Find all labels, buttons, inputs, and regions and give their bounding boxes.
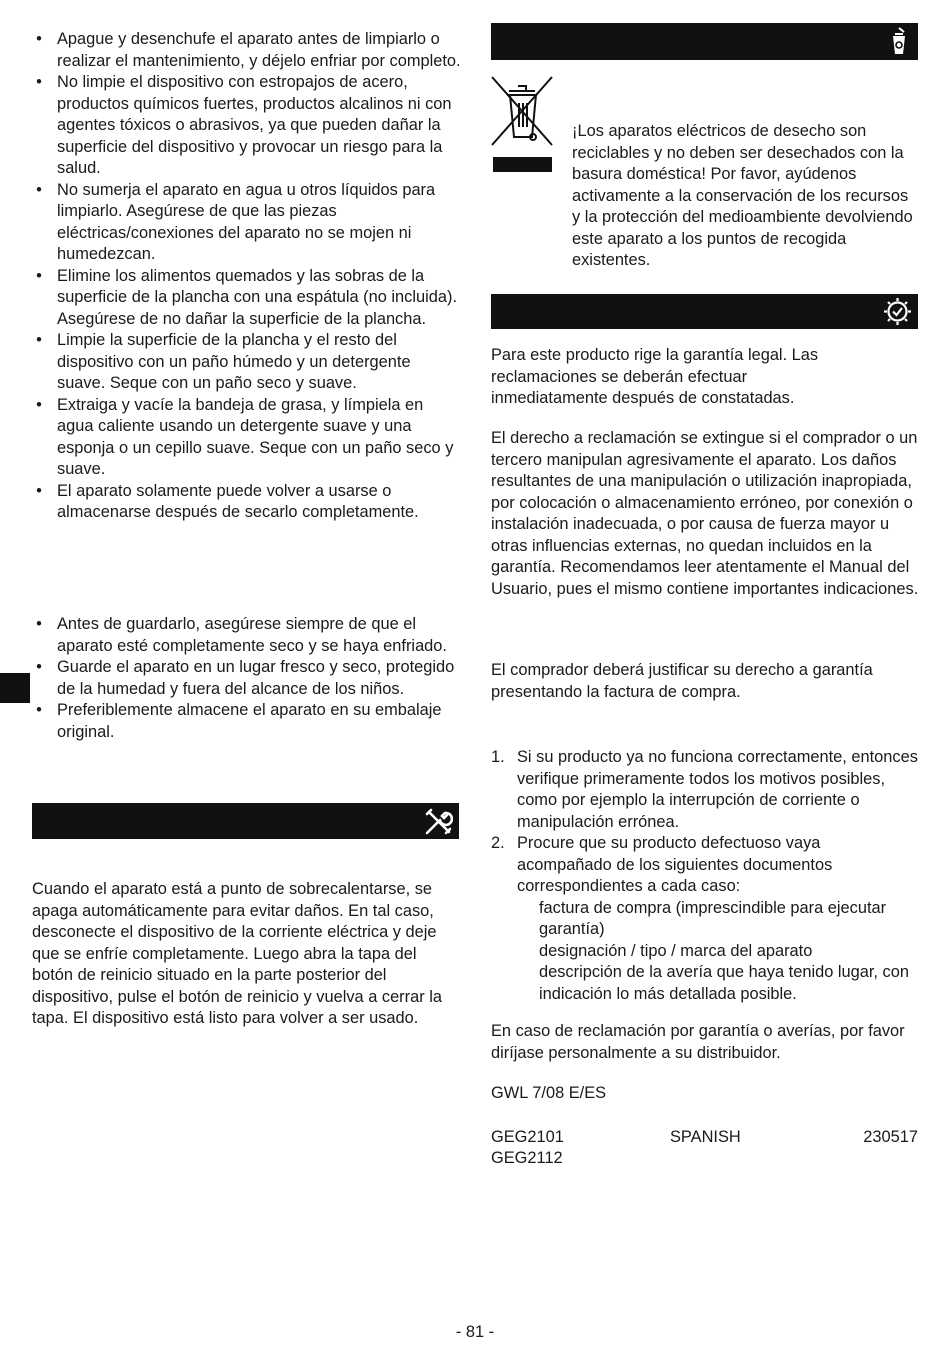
- model-2: GEG2112: [491, 1149, 563, 1167]
- list-item: • Guarde el aparato en un lugar fresco y seco, protegido de la humedad y fuera del alcance de los niños.: [36, 658, 455, 698]
- list-item: designación / tipo / marca del aparato: [539, 941, 813, 960]
- warranty-paragraph-3: El comprador deberá justificar su derecho a garantía presentando la factura de compra.: [491, 661, 873, 701]
- document-list: [517, 898, 919, 1006]
- crossed-out-wheelie-bin-icon: [489, 75, 555, 175]
- warranty-header-bar: [491, 294, 918, 329]
- list-item: factura de compra (imprescindible para ejecutar garantía): [539, 898, 887, 938]
- warranty-steps: [491, 747, 919, 1005]
- list-item: • No sumerja el aparato en agua u otros líquidos para limpiarlo. Asegúrese de que las piezas eléctricas/conexiones del aparato no se mojen ni humedezcan.: [36, 180, 436, 263]
- disposal-paragraph: ¡Los aparatos eléctricos de desecho son reciclables y no deben ser desechados con la basura doméstica! Por favor, ayúdenos activamente a la conservación de los recursos y la protección del medioambiente devolviendo este aparato a los puntos de recogida existentes.: [572, 122, 913, 269]
- list-item: 1. Si su producto ya no funciona correctamente, entonces verifique primeramente todos los motivos posibles, como por ejemplo la interrupción de corriente o manipulación errónea.: [491, 748, 918, 831]
- recycle-bin-icon: [886, 26, 912, 63]
- warranty-paragraph-1: Para este producto rige la garantía legal. Las reclamaciones se deberán efectuar inmediatamente después de constatadas.: [491, 346, 819, 407]
- overheat-paragraph: Cuando el aparato está a punto de sobrecalentarse, se apaga automáticamente para evitar daños. En tal caso, desconecte el dispositivo de la corriente eléctrica y deje que se enfríe completamente. Luego abra la tapa del botón de reinicio situado en la parte posterior del dispositivo, pulse el botón de reinicio y vuelva a cerrar la tapa. El dispositivo está listo para volver a ser usado.: [32, 880, 442, 1027]
- contact-paragraph: En caso de reclamación por garantía o averías, por favor diríjase personalmente a su distribuidor.: [491, 1022, 905, 1062]
- cleaning-list: [32, 29, 462, 524]
- list-item: • Antes de guardarlo, asegúrese siempre de que el aparato esté completamente seco y se haya enfriado.: [36, 615, 447, 655]
- check-seal-icon: [883, 297, 912, 333]
- language-side-tab: [0, 673, 30, 703]
- list-item: 2. Procure que su producto defectuoso vaya acompañado de los siguientes documentos correspondientes a cada caso: factura de compra (imprescindible para ejecutar garantía) designación / tipo / marca del aparato descripción de la avería que haya tenido lugar, con indicación lo más detallada posible.: [491, 833, 919, 1005]
- list-item: • Apague y desenchufe el aparato antes de limpiarlo o realizar el mantenimiento, y déjelo enfriar por completo.: [36, 30, 461, 70]
- language-label: SPANISH: [670, 1128, 741, 1146]
- warranty-paragraph-2: El derecho a reclamación se extingue si el comprador o un tercero manipulan agresivamente el aparato. Los daños resultantes de una manipulación o utilización inapropiada, por colocación o almacenamiento erróneo, por conexión o instalación inadecuada, o por causa de fuerza mayor u otras influencias externas, no quedan incluidos en la garantía. Recomendamos leer atentamente el Manual del Usuario, pues el mismo contiene importantes indicaciones.: [491, 429, 919, 598]
- date-code: 230517: [863, 1128, 918, 1146]
- model-1: GEG2101: [491, 1128, 564, 1146]
- troubleshooting-header-bar: [32, 803, 459, 839]
- list-item: • El aparato solamente puede volver a usarse o almacenarse después de secarlo completamente.: [36, 481, 419, 521]
- disposal-header-bar: [491, 23, 918, 60]
- list-item: • Elimine los alimentos quemados y las sobras de la superficie de la plancha con una espátula (no incluida). Asegúrese de no dañar la superficie de la plancha.: [36, 266, 458, 328]
- document-code: GWL 7/08 E/ES: [491, 1084, 607, 1102]
- list-item: • No limpie el dispositivo con estropajos de acero, productos químicos fuertes, productos alcalinos ni con agentes tóxicos o abrasivos, ya que pueden dañar la superficie del dispositivo y provocar un riesgo para la salud.: [36, 73, 452, 177]
- page-number: - 81 -: [455, 1323, 495, 1341]
- list-item: • Preferiblemente almacene el aparato en su embalaje original.: [36, 701, 442, 741]
- list-item: descripción de la avería que haya tenido lugar, con indicación lo más detallada posible.: [539, 963, 909, 1003]
- storage-list: [32, 614, 462, 743]
- list-item: • Limpie la superficie de la plancha y el resto del dispositivo con un paño húmedo y un detergente suave. Seque con un paño seco y suave.: [36, 331, 411, 392]
- list-item: • Extraiga y vacíe la bandeja de grasa, y límpiela en agua caliente usando un detergente suave y una esponja o un cepillo suave. Seque con un paño seco y suave.: [36, 395, 454, 478]
- tools-icon: [423, 807, 453, 844]
